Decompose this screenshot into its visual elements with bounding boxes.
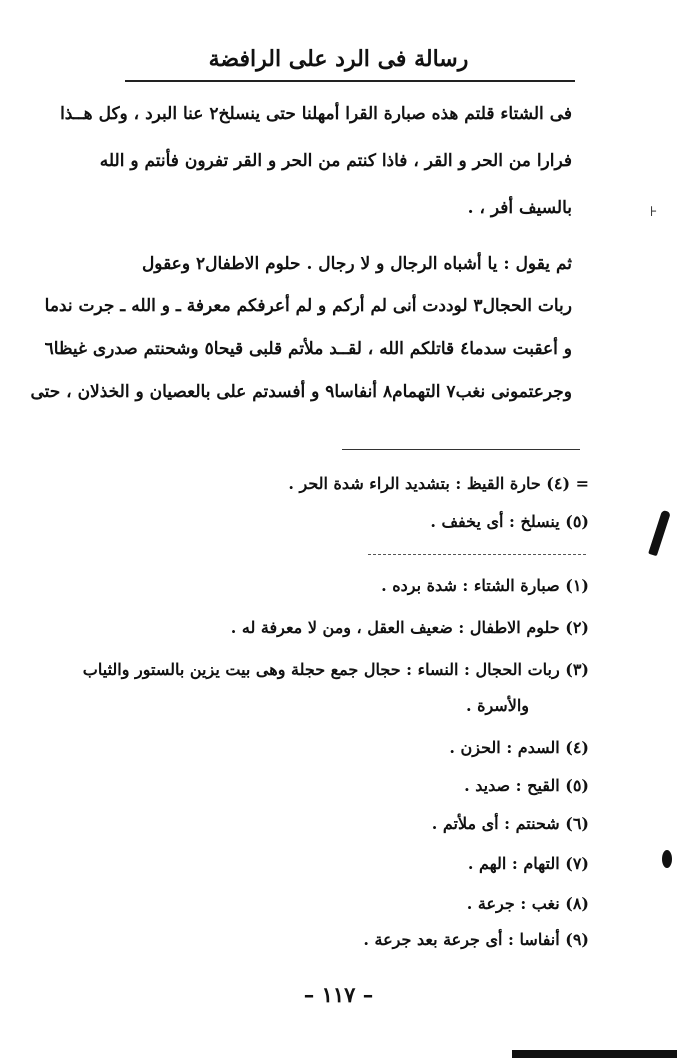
page-number: – ١١٧ – (303, 982, 374, 1007)
footnote: (٥) ينسلخ : أى يخفف . (430, 512, 589, 531)
footnote: (٧) التهام : الهم . (467, 854, 589, 873)
footnote: (٣) ربات الحجال : النساء : حجال جمع حجلة وهى بيت يزين بالستور والثياب (82, 660, 589, 679)
footnote: (٤) السدم : الحزن . (449, 738, 589, 757)
text-line: فرارا من الحر و القر ، فاذا كنتم من الحر و القر تفرون فأنتم و الله (99, 151, 572, 171)
margin-ink-blot (662, 850, 672, 868)
text-line: بالسيف أفر ، . (467, 198, 572, 218)
footnotes (49, 568, 589, 968)
text-line: و أعقبت سدما٤ قاتلكم الله ، لقــد ملأتم قلبى قيحا٥ وشحنتم صدرى غيظا٦ (44, 339, 572, 359)
margin-ink-mark (648, 510, 671, 557)
footnote-divider (368, 554, 586, 555)
running-header: رسالة فى الرد على الرافضة (208, 46, 469, 72)
text-line: وجرعتمونى نغب٧ التهمام٨ أنفاسا٩ و أفسدتم على بالعصيان و الخذلان ، حتى (30, 382, 572, 402)
text-line: ربات الحجال٣ لوددت أنى لم أركم و لم أعرفكم معرفة ـ و الله ـ جرت ندما (44, 296, 572, 316)
text-line: ثم يقول : يا أشباه الرجال و لا رجال . حلوم الاطفال٢ وعقول (141, 254, 572, 274)
main-text (30, 96, 572, 426)
footnote: = (٤) حارة القيظ : بتشديد الراء شدة الحر . (288, 474, 589, 493)
scan-edge-bar (512, 1050, 677, 1058)
margin-tick-mark: ⊦ (650, 204, 658, 220)
footnote: (١) صبارة الشتاء : شدة برده . (381, 576, 589, 595)
footnote: (٥) القيح : صديد . (464, 776, 589, 795)
footnote: (٦) شحنتم : أى ملأتم . (431, 814, 589, 833)
text-line: فى الشتاء قلتم هذه صبارة القرا أمهلنا حتى ينسلخ٢ عنا البرد ، وكل هــذا (60, 104, 572, 124)
footnote: (٢) حلوم الاطفال : ضعيف العقل ، ومن لا معرفة له . (230, 618, 589, 637)
footnote: (٩) أنفاسا : أى جرعة بعد جرعة . (363, 930, 589, 949)
footnote: (٨) نغب : جرعة . (466, 894, 589, 913)
footnote: والأسرة . (465, 696, 529, 715)
continued-footnotes (49, 466, 589, 546)
footnote-separator (342, 449, 580, 450)
header-rule (125, 80, 575, 82)
